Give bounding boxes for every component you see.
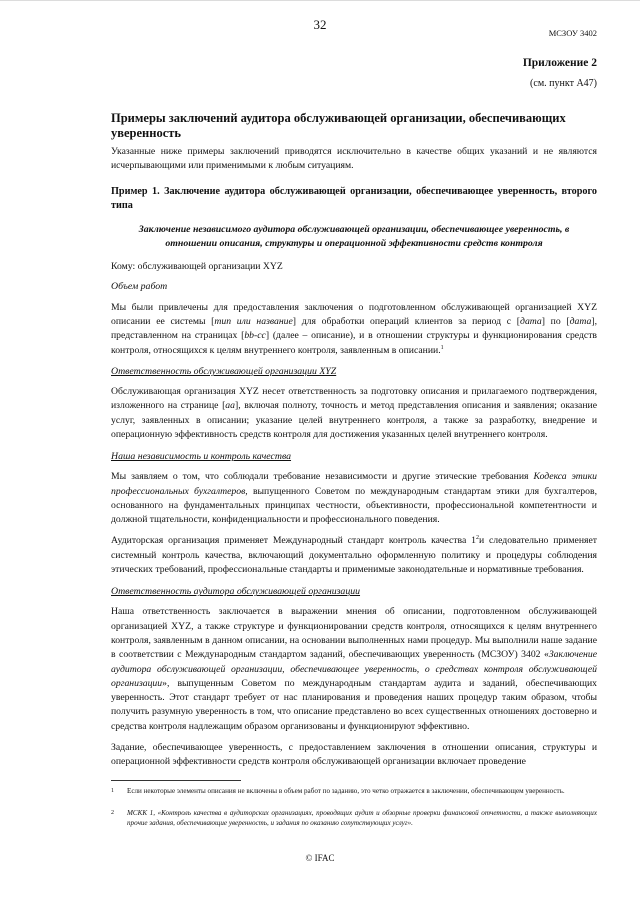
footnote-1 — [111, 786, 597, 796]
org-responsibility-heading: Ответственность обслуживающей организации XYZ — [111, 366, 337, 378]
standard-code: МСЗОУ 3402 — [548, 28, 597, 38]
auditor-responsibility-paragraph: Наша ответственность заключается в выражении мнения об описании, подготовленном обслуживающей организацией XYZ, а также структуре и функционировании средств контроля, относящихся к целям внутреннего контроля, заявленным в данном описании, на основании выполненных нами процедур. Мы выполнили наше задание в соответствии с Международным стандартом заданий, обеспечивающих уверенность (МСЗОУ) 3402 «Заключение аудитора обслуживающей организации, обеспечивающее уверенность, о средствах контроля обслуживающей организации», выпущенным Советом по международным стандартам аудита и заданий, обеспечивающих уверенность. Этот стандарт требует от нас планирования и проведения наших процедур таким образом, чтобы получить разумную уверенность в том, что описание представлено во всех существенных отношениях достоверно и средства контроля надлежащим образом организованы и функционируют эффективно. — [111, 606, 597, 732]
section-title: Примеры заключений аудитора обслуживающей организации, обеспечивающих уверенность — [111, 111, 566, 140]
footnote-2-mark: 2 — [111, 810, 114, 816]
footnote-1-text: Если некоторые элементы описания не включены в объем работ по заданию, это четко отражается в заключении, обеспечивающем уверенность. — [127, 787, 565, 795]
scope-heading: Объем работ — [111, 280, 168, 292]
appendix-title: Приложение 2 — [522, 57, 597, 69]
independence-heading: Наша независимость и контроль качества — [111, 451, 292, 463]
footnote-2-text: МСКК 1, «Контроль качества в аудиторских организациях, проводящих аудит и обзорные проверки финансовой отчетности, а также выполняющих прочие задания, обеспечивающие уверенность, и задания по оказанию сопутствующих услуг». — [127, 809, 597, 827]
main-text — [111, 145, 597, 770]
footnote-2 — [111, 808, 597, 828]
footnote-divider — [111, 780, 241, 781]
footnote-ref-2[interactable]: 2 — [475, 535, 479, 542]
top-divider — [0, 0, 640, 1]
footnote-ref-1[interactable]: 1 — [440, 344, 444, 351]
footnote-1-mark: 1 — [111, 788, 114, 794]
independence-paragraph: Мы заявляем о том, что соблюдали требование независимости и другие этические требования Кодекса этики профессиональных бухгалтеров, выпущенного Советом по международным стандартам этики для бухгалтеров, основанного на фундаментальных принципах честности, объективности, профессиональной компетентности и должной тщательности, конфиденциальности и профессионального поведения. — [111, 471, 597, 526]
appendix-reference: (см. пункт А47) — [530, 78, 597, 89]
addressee: Кому: обслуживающей организации XYZ — [111, 260, 283, 272]
report-title: Заключение независимого аудитора обслуживающей организации, обеспечивающее уверенность, в отношении описания, структуры и операционной эффективности средств контроля — [138, 223, 570, 249]
example-heading: Пример 1. Заключение аудитора обслуживающей организации, обеспечивающее уверенность, второго типа — [111, 185, 597, 211]
intro-paragraph: Указанные ниже примеры заключений приводятся исключительно в качестве общих указаний и не являются исчерпывающими или применимыми к любым ситуациям. — [111, 146, 597, 172]
scope-paragraph: Мы были привлечены для предоставления заключения о подготовленном обслуживающей организацией XYZ описании ее системы [тип или название] для обработки операций клиентов за период с [дата] по [дата], представленном на страницах [bb-cc] (далее – описание), и в отношении структуры и функционирования средств контроля, относящихся к целям внутреннего контроля, заявленным в описании.$^1$ — [111, 301, 598, 356]
auditor-responsibility-heading: Ответственность аудитора обслуживающей организации — [111, 586, 361, 598]
org-responsibility-paragraph: Обслуживающая организация XYZ несет ответственность за подготовку описания и прилагаемого подтверждения, изложенного на странице [aa], включая полноту, точность и метод представления описания и заявления; оказание услуг, заявленных в описании; указание целей внутреннего контроля, а также за разработку, внедрение и операционную эффективность средств контроля для достижения указанных целей внутреннего контроля. — [111, 386, 597, 440]
engagement-paragraph: Задание, обеспечивающее уверенность, с предоставлением заключения в отношении описания, структуры и операционной эффективности средств контроля обслуживающей организации включает проведение — [111, 742, 597, 768]
quality-control-paragraph: Аудиторская организация применяет Международный стандарт контроль качества $1^2и$ следовательно применяет системный контроль качества, включающий документально оформленную политику и процедуры соблюдения этических требований, профессиональные стандарты и применимые законодательные и нормативные требования. — [111, 535, 598, 576]
copyright-footer: © IFAC — [305, 853, 335, 863]
page-number: 32 — [313, 17, 327, 32]
